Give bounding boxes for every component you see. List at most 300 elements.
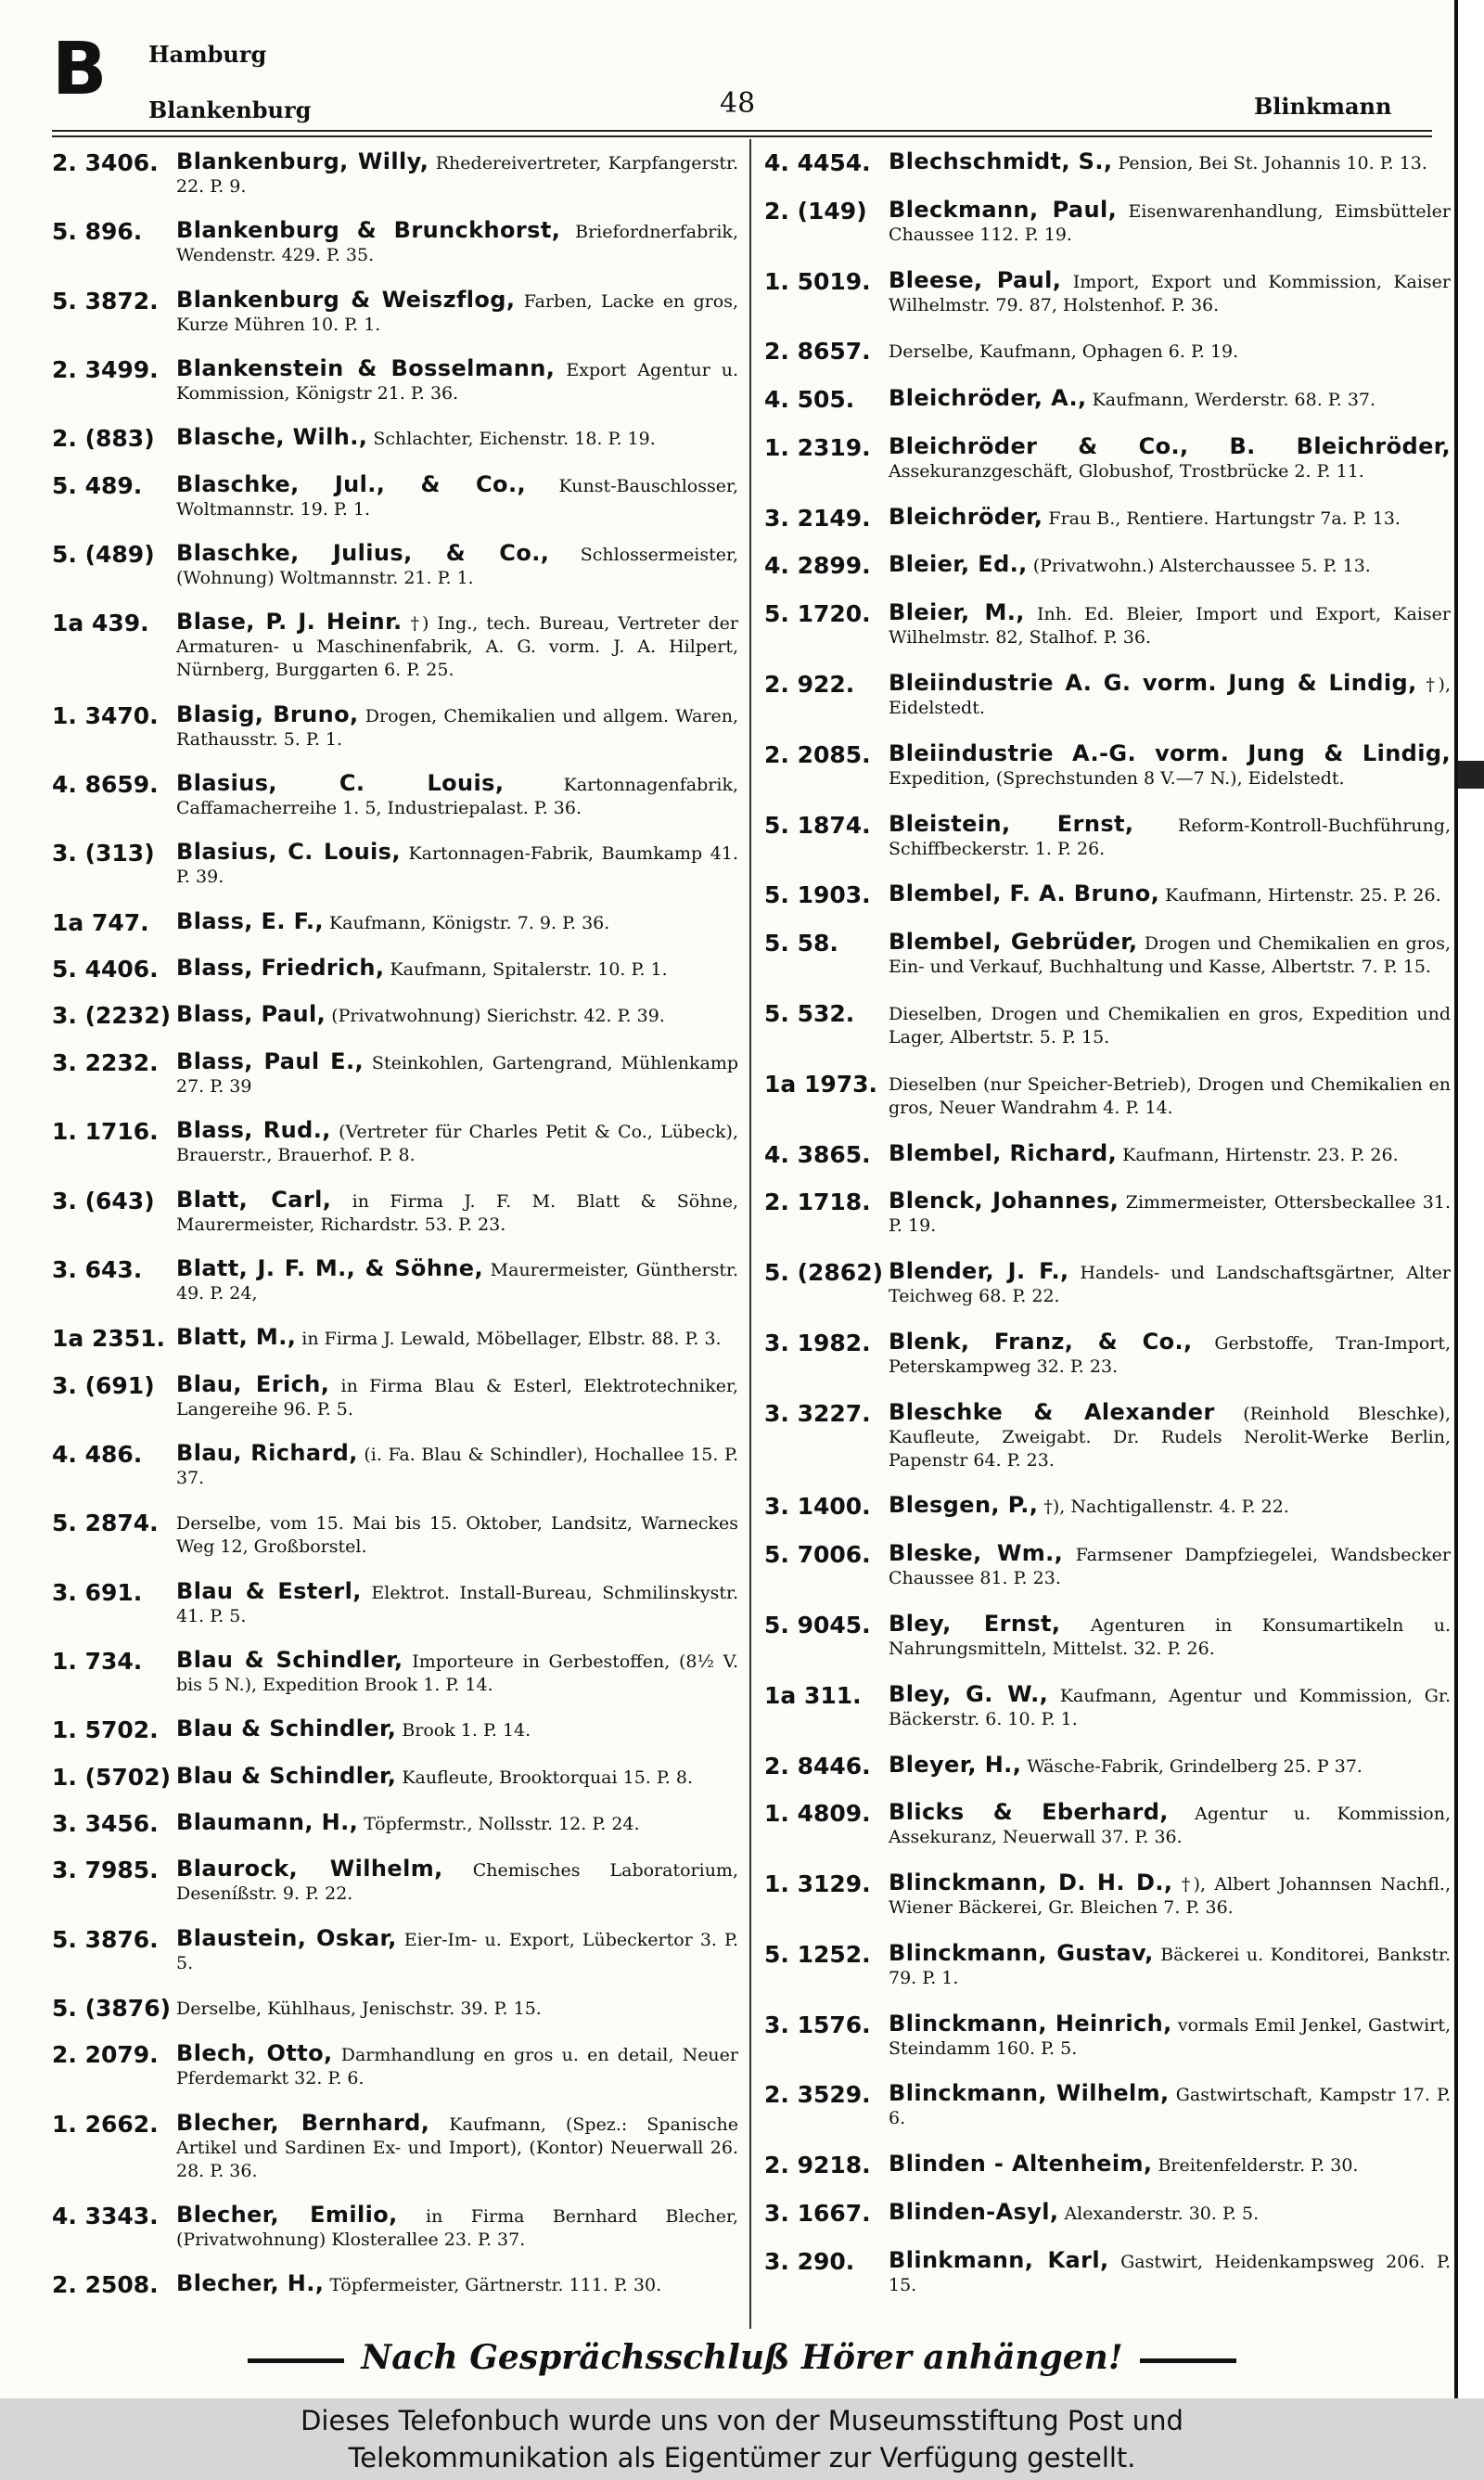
phone-number: 2. (883) — [52, 425, 155, 453]
entry-text — [176, 841, 738, 889]
phone-number: 2. 2508. — [52, 2271, 159, 2299]
entry-details: Kaufmann, Agentur und Kommission, Gr. Bäckerstr. 6. 10. P. 1. — [889, 1685, 1451, 1729]
phone-number: 3. (691) — [52, 1371, 155, 1399]
directory-entry — [764, 672, 1451, 720]
entry-name: Blatt, Carl, — [176, 1186, 332, 1213]
entry-text — [176, 286, 738, 337]
directory-entry — [52, 542, 738, 590]
phone-number: 3. 1576. — [764, 2011, 871, 2038]
entry-details: Frau B., Rentiere. Hartungstr 7a. P. 13. — [1048, 508, 1401, 529]
phone-number: 2. 2085. — [764, 740, 871, 768]
directory-entry — [52, 2272, 738, 2298]
entry-text — [889, 432, 1451, 483]
entry-text — [889, 2082, 1451, 2130]
phone-number: 4. 3865. — [764, 1140, 871, 1168]
entry-name: Blau, Erich, — [176, 1370, 330, 1397]
entry-details: †), Nachtigallenstr. 4. P. 22. — [1043, 1497, 1289, 1518]
entry-details: Inh. Ed. Bleier, Import und Export, Kaiser Wilhelmstr. 82, Stalhof. P. 36. — [889, 604, 1451, 649]
entry-text — [176, 700, 739, 752]
directory-entry — [764, 2082, 1451, 2130]
phone-number: 5. (489) — [52, 541, 155, 569]
entry-text — [176, 1717, 738, 1742]
entry-details: Kartonnagen-Fabrik, Baumkamp 41. P. 39. — [176, 843, 738, 888]
phone-number: 2. 3499. — [52, 356, 159, 384]
entry-details: Rhedereivertreter, Karpfangerstr. 22. P. 9. — [176, 153, 738, 197]
entry-text — [889, 1801, 1451, 1849]
directory-entry — [52, 1717, 738, 1743]
attribution-bar — [0, 2398, 1484, 2480]
directory-entry — [764, 1751, 1451, 1780]
phone-number: 3. 691. — [52, 1578, 143, 1606]
entry-name: Blinckmann, Gustav, — [889, 1939, 1154, 1966]
entry-details: vormals Emil Jenkel, Gastwirt, Steindamm 160. P. 5. — [889, 2014, 1452, 2059]
entry-text — [889, 810, 1451, 861]
phone-number: 5. (2862) — [764, 1259, 884, 1287]
entry-details: Eier-Im- u. Export, Lübeckertor 3. P. 5. — [176, 1929, 738, 1973]
entry-details: Derselbe, vom 15. Mai bis 15. Oktober, Landsitz, Warneckes Weg 12, Großborstel. — [176, 1513, 738, 1558]
entry-details: Kartonnagenfabrik, Caffamacherreihe 1. 5, Industriepalast. P. 36. — [176, 775, 738, 819]
entry-name: Blau & Schindler, — [176, 1646, 403, 1673]
entry-name: Bley, G. W., — [889, 1680, 1049, 1707]
phone-number: 2. 9218. — [764, 2152, 871, 2179]
entry-text — [889, 1871, 1451, 1920]
directory-entry — [52, 772, 738, 820]
phone-number: 2. 2079. — [52, 2041, 159, 2069]
entry-details: Pension, Bei St. Johannis 10. P. 13. — [1118, 153, 1427, 173]
directory-entry — [764, 1398, 1451, 1472]
phone-number: 2. 3529. — [764, 2081, 871, 2109]
entry-name: Blinckmann, D. H. D., — [889, 1870, 1173, 1896]
directory-entry — [764, 387, 1451, 413]
entry-name: Blecher, H., — [176, 2270, 325, 2297]
entry-text — [889, 1260, 1451, 1308]
entry-name: Blass, Friedrich, — [176, 955, 385, 982]
entry-text — [889, 553, 1451, 578]
footer-note-text: Nach Gesprächsschluß Hörer anhängen! — [361, 2338, 1123, 2377]
phone-number: 1a 1973. — [764, 1070, 878, 1098]
entry-details: Wäsche-Fabrik, Grindelberg 25. P 37. — [1027, 1755, 1362, 1777]
entry-name: Blankenburg, Willy, — [176, 148, 429, 174]
footer-note — [0, 2338, 1484, 2377]
phone-number: 4. 8659. — [52, 771, 159, 799]
entry-name: Blass, Rud., — [176, 1117, 331, 1144]
phone-number: 1. 2319. — [764, 433, 871, 461]
directory-entry — [52, 1924, 738, 1975]
entry-details: Briefordnerfabrik, Wendenstr. 429. P. 35. — [176, 222, 738, 266]
directory-entry — [52, 1254, 738, 1305]
directory-entry — [764, 1189, 1451, 1238]
entry-text — [889, 1610, 1451, 1661]
entry-name: Bleschke & Alexander — [889, 1398, 1215, 1425]
directory-entry — [52, 2204, 738, 2252]
entry-text — [889, 1139, 1451, 1167]
directory-entry — [764, 1001, 1451, 1049]
phone-number: 1. 4809. — [764, 1800, 871, 1828]
entry-name: Blecher, Emilio, — [176, 2202, 398, 2228]
entry-text — [176, 2272, 738, 2297]
directory-entry — [52, 1510, 738, 1559]
entry-text — [176, 1370, 738, 1421]
entry-name: Blass, Paul E., — [176, 1047, 364, 1074]
directory-entry — [52, 700, 739, 752]
phone-number: 3. 2232. — [52, 1048, 159, 1076]
entry-details: Import, Export und Kommission, Kaiser Wilhelmstr. 79. 87, Holstenhof. P. 36. — [889, 271, 1451, 315]
edge-mark — [1458, 761, 1484, 789]
phone-number: 3. 1400. — [764, 1493, 871, 1521]
directory-entry — [764, 1680, 1451, 1731]
footer-dash-right — [1140, 2358, 1236, 2363]
entry-details: Kaufleute, Brooktorquai 15. P. 8. — [402, 1767, 694, 1788]
phone-number: 3. (313) — [52, 840, 155, 867]
entry-name: Blau & Schindler, — [176, 1762, 397, 1789]
entry-details: Brook 1. P. 14. — [402, 1720, 531, 1741]
phone-number: 5. 532. — [764, 999, 855, 1027]
entry-details: †), Albert Johannsen Nachfl., Wiener Bäckerei, Gr. Bleichen 7. P. 36. — [889, 1874, 1451, 1919]
entry-name: Bleier, Ed., — [889, 551, 1028, 578]
entry-name: Blass, E. F., — [176, 907, 324, 934]
entry-name: Blasius, C. Louis, — [176, 839, 401, 866]
phone-number: 5. 3876. — [52, 1925, 159, 1953]
entry-name: Bleske, Wm., — [889, 1540, 1064, 1567]
directory-entry — [764, 810, 1451, 861]
entry-name: Bleyer, H., — [889, 1751, 1022, 1778]
entry-name: Blinkmann, Karl, — [889, 2246, 1109, 2273]
entry-details: Gastwirtschaft, Kampstr 17. P. 6. — [889, 2085, 1451, 2129]
phone-number: 2. 3406. — [52, 149, 159, 176]
phone-number: 2. 922. — [764, 671, 855, 699]
entry-name: Bleistein, Ernst, — [889, 810, 1134, 837]
entry-details: Kaufmann, Hirtenstr. 23. P. 26. — [1122, 1144, 1399, 1165]
entry-name: Blecher, Bernhard, — [176, 2109, 430, 2136]
entry-name: Blaumann, H., — [176, 1808, 359, 1835]
entry-name: Blinckmann, Wilhelm, — [889, 2080, 1170, 2107]
phone-number: 1. 5702. — [52, 1716, 159, 1744]
directory-entry — [52, 841, 738, 889]
column-divider — [749, 139, 751, 2329]
directory-entry — [764, 432, 1451, 483]
entry-text — [176, 2204, 738, 2252]
entry-text — [889, 882, 1451, 907]
entry-text — [889, 1939, 1451, 1990]
phone-number: 1a 439. — [52, 610, 149, 637]
directory-entry — [52, 286, 738, 337]
first-entry-name: Blankenburg — [148, 96, 312, 123]
entry-details: Drogen und Chemikalien en gros, Ein- und Verkauf, Buchhaltung und Kasse, Albertstr. 7. P. 15. — [889, 933, 1451, 978]
directory-entry — [52, 1439, 738, 1490]
phone-number: 3. 643. — [52, 1255, 143, 1283]
entry-details: Gerbstoffe, Tran-Import, Peterskampweg 32. P. 23. — [889, 1332, 1452, 1377]
entry-details: Kaufmann, (Spez.: Spanische Artikel und Sardinen Ex- und Import), (Kontor) Neuerwall 26. 28. P. 36. — [176, 2114, 738, 2181]
phone-number: 2. 8657. — [764, 338, 871, 366]
entry-text — [176, 357, 738, 405]
entry-text — [176, 470, 738, 521]
header-rule-top — [52, 130, 1432, 132]
entry-details: Darmhandlung en gros u. en detail, Neuer Pferdemarkt 32. P. 6. — [176, 2045, 738, 2089]
entry-details: Breitenfelderstr. P. 30. — [1158, 2155, 1359, 2177]
entry-details: Zimmermeister, Ottersbeckallee 31. P. 19. — [889, 1192, 1451, 1237]
directory-entry — [52, 219, 738, 267]
entry-details: Kaufmann, Spitalerstr. 10. P. 1. — [390, 959, 668, 981]
entry-details: (Privatwohn.) Alsterchaussee 5. P. 13. — [1032, 556, 1371, 577]
directory-entry — [764, 1260, 1451, 1308]
directory-entry — [52, 610, 738, 682]
entry-name: Blembel, Richard, — [889, 1139, 1118, 1166]
directory-entry — [764, 1139, 1451, 1168]
entry-name: Bleiindustrie A.-G. vorm. Jung & Lindig, — [889, 739, 1451, 766]
phone-number: 5. 1903. — [764, 881, 871, 909]
entry-text — [889, 1001, 1451, 1049]
entry-text — [176, 1119, 738, 1167]
directory-entry — [764, 2012, 1451, 2061]
directory-entry — [764, 882, 1451, 908]
entry-text — [176, 2042, 738, 2090]
directory-entry — [764, 196, 1452, 247]
left-column — [52, 150, 738, 2319]
phone-number: 1a 311. — [764, 1681, 862, 1709]
directory-entry — [52, 2042, 738, 2090]
entry-text — [176, 1924, 738, 1975]
directory-entry — [52, 1047, 738, 1099]
entry-text — [889, 2246, 1451, 2297]
entry-details: Farmsener Dampfziegelei, Wandsbecker Chaussee 81. P. 23. — [889, 1545, 1451, 1589]
entry-name: Blatt, J. F. M., & Söhne, — [176, 1254, 483, 1281]
right-column — [764, 150, 1451, 2319]
entry-text — [889, 2012, 1451, 2061]
entry-details: Schlossermeister, (Wohnung) Woltmannstr. 21. P. 1. — [176, 545, 738, 589]
phone-number: 2. 8446. — [764, 1752, 871, 1780]
directory-entry — [764, 931, 1451, 979]
entry-details: Kaufmann, Hirtenstr. 25. P. 26. — [1165, 885, 1441, 906]
directory-entry — [764, 1494, 1451, 1520]
entry-text — [889, 1542, 1451, 1590]
entry-name: Blasius, C. Louis, — [176, 770, 505, 797]
entry-details: Reform-Kontroll-Buchführung, Schiffbeckerstr. 1. P. 26. — [889, 815, 1451, 859]
entry-name: Blasig, Bruno, — [176, 700, 359, 727]
phone-number: 2. 1718. — [764, 1189, 871, 1216]
phone-number: 3. 3456. — [52, 1809, 159, 1837]
entry-details: Kunst-Bauschlosser, Woltmannstr. 19. P. 1. — [176, 475, 738, 520]
directory-entry — [52, 1003, 738, 1029]
entry-details: Kaufmann, Königstr. 7. 9. P. 36. — [328, 912, 610, 933]
phone-number: 5. 1720. — [764, 600, 871, 628]
entry-text — [176, 1577, 738, 1628]
entry-name: Blaurock, Wilhelm, — [176, 1856, 443, 1882]
phone-number: 3. (2232) — [52, 1002, 172, 1030]
entry-text — [889, 387, 1451, 412]
entry-text — [889, 1189, 1451, 1238]
phone-number: 3. 2149. — [764, 504, 871, 532]
entry-text — [889, 503, 1451, 531]
directory-entry — [52, 1762, 738, 1791]
entry-name: Blicks & Eberhard, — [889, 1799, 1169, 1826]
directory-entry — [764, 601, 1451, 649]
entry-details: Gastwirt, Heidenkampsweg 206. P. 15. — [889, 2251, 1451, 2295]
entry-text — [176, 150, 738, 199]
phone-number: 5. 4406. — [52, 956, 159, 983]
entry-text — [176, 219, 738, 267]
entry-details: in Firma Blau & Esterl, Elektrotechniker, Langereihe 96. P. 5. — [176, 1375, 738, 1420]
entry-text — [889, 196, 1452, 247]
entry-details: Eisenwarenhandlung, Eimsbütteler Chaussee 112. P. 19. — [889, 200, 1452, 245]
entry-text — [889, 1751, 1451, 1779]
entry-name: Bley, Ernst, — [889, 1610, 1061, 1637]
phone-number: 3. 1982. — [764, 1329, 871, 1356]
directory-entry — [52, 1646, 739, 1697]
entry-text — [176, 907, 738, 935]
directory-entry — [764, 1542, 1451, 1590]
directory-entry — [764, 1801, 1451, 1849]
last-entry-name: Blinkmann — [1254, 93, 1392, 120]
entry-text — [176, 1857, 738, 1906]
directory-entry — [764, 1939, 1451, 1990]
phone-number: 3. 3227. — [764, 1399, 871, 1427]
directory-entry — [52, 2109, 738, 2183]
entry-details: (i. Fa. Blau & Schindler), Hochallee 15. P. 37. — [176, 1444, 738, 1488]
entry-text — [889, 2152, 1451, 2178]
entry-name: Blenk, Franz, & Co., — [889, 1328, 1193, 1355]
directory-entry — [764, 2201, 1451, 2227]
phone-number: 5. 7006. — [764, 1541, 871, 1569]
entry-name: Blankenstein & Bosselmann, — [176, 355, 556, 382]
entry-details: Elektrot. Install-Bureau, Schmilinskystr. 41. P. 5. — [176, 1582, 738, 1626]
entry-text — [889, 266, 1451, 317]
entry-name: Blaschke, Jul., & Co., — [176, 470, 526, 497]
entry-name: Blender, J. F., — [889, 1258, 1069, 1285]
entry-name: Blenck, Johannes, — [889, 1188, 1119, 1214]
phone-number: 4. 3343. — [52, 2203, 159, 2229]
entry-text — [176, 1808, 738, 1836]
entry-text — [889, 601, 1451, 649]
entry-details: Handels- und Landschaftsgärtner, Alter Teichweg 68. P. 22. — [889, 1263, 1452, 1307]
directory-entry — [52, 357, 738, 405]
directory-entry — [764, 2152, 1451, 2178]
city-name: Hamburg — [148, 41, 267, 68]
entry-details: (Privatwohnung) Sierichstr. 42. P. 39. — [331, 1006, 665, 1027]
entry-name: Blaustein, Oskar, — [176, 1924, 397, 1951]
directory-entry — [764, 1072, 1451, 1120]
entry-text — [889, 1398, 1451, 1472]
entry-text — [176, 1996, 738, 2021]
entry-name: Blankenburg & Brunckhorst, — [176, 217, 561, 244]
phone-number: 5. 1874. — [764, 811, 871, 839]
entry-details: Assekuranzgeschäft, Globushof, Trostbrücke 2. P. 11. — [889, 460, 1364, 482]
entry-text — [176, 957, 738, 982]
entry-name: Blatt, M., — [176, 1324, 297, 1351]
directory-entry — [764, 150, 1451, 176]
directory-entry — [52, 470, 738, 521]
phone-number: 3. 7985. — [52, 1857, 159, 1884]
entry-name: Blinckmann, Heinrich, — [889, 2010, 1172, 2037]
entry-details: in Firma Bernhard Blecher, (Privatwohnung) Klosterallee 23. P. 37. — [176, 2206, 738, 2250]
entry-name: Blembel, F. A. Bruno, — [889, 880, 1160, 907]
entry-name: Bleichröder & Co., B. Bleichröder, — [889, 432, 1451, 459]
entry-name: Blech, Otto, — [176, 2040, 333, 2067]
entry-details: Töpfermstr., Nollsstr. 12. P. 24. — [364, 1813, 640, 1834]
entry-text — [889, 1494, 1451, 1519]
directory-entry — [52, 1996, 738, 2022]
entry-name: Blankenburg & Weiszflog, — [176, 286, 516, 313]
phone-number: 1. 2662. — [52, 2110, 159, 2138]
entry-details: Kaufmann, Werderstr. 68. P. 37. — [1092, 390, 1376, 411]
directory-entry — [764, 339, 1451, 365]
directory-entry — [764, 739, 1451, 790]
entry-text — [889, 931, 1451, 979]
directory-entry — [52, 907, 738, 936]
entry-name: Blau & Schindler, — [176, 1715, 397, 1742]
directory-entry — [52, 957, 738, 983]
page-number: 48 — [720, 87, 756, 120]
entry-name: Bleiindustrie A. G. vorm. Jung & Lindig, — [889, 670, 1417, 697]
attribution-line-2: Telekommunikation als Eigentümer zur Verfügung gestellt. — [348, 2442, 1136, 2474]
phone-number: 1a 2351. — [52, 1325, 166, 1353]
phone-number: 1. (5702) — [52, 1763, 172, 1791]
entry-text — [889, 672, 1451, 720]
entry-name: Bleese, Paul, — [889, 266, 1062, 293]
entry-name: Blau, Richard, — [176, 1439, 358, 1466]
phone-number: 5. (3876) — [52, 1994, 172, 2022]
entry-text — [889, 2201, 1451, 2226]
entry-name: Bleier, M., — [889, 599, 1025, 626]
directory-entry — [764, 503, 1451, 532]
entry-name: Bleckmann, Paul, — [889, 196, 1118, 223]
entry-details: Derselbe, Kaufmann, Ophagen 6. P. 19. — [889, 341, 1239, 363]
phone-number: 5. 3872. — [52, 287, 159, 315]
entry-details: in Firma J. Lewald, Möbellager, Elbstr. 88. P. 3. — [301, 1329, 722, 1350]
entry-details: Agenturen in Konsumartikeln u. Nahrungsmitteln, Mittelst. 32. P. 26. — [889, 1614, 1451, 1659]
phone-number: 1. 3470. — [52, 701, 159, 729]
neighbor-page-edge — [1454, 0, 1484, 2398]
entry-name: Blechschmidt, S., — [889, 148, 1113, 174]
entry-details: Alexanderstr. 30. P. 5. — [1064, 2204, 1260, 2224]
directory-entry — [764, 1871, 1451, 1920]
directory-entry — [52, 1119, 738, 1167]
phone-number: 5. 896. — [52, 218, 143, 246]
entry-text — [176, 1003, 738, 1028]
directory-entry — [52, 1857, 738, 1906]
entry-details: (Vertreter für Charles Petit & Co., Lübeck), Brauerstr., Brauerhof. P. 8. — [176, 1122, 738, 1166]
entry-details: Agentur u. Kommission, Assekuranz, Neuerwall 37. P. 36. — [889, 1804, 1451, 1848]
phone-number: 1. 734. — [52, 1647, 143, 1675]
entry-details: Dieselben, Drogen und Chemikalien en gros, Expedition und Lager, Albertstr. 5. P. 15. — [889, 1003, 1451, 1047]
phone-number: 3. (643) — [52, 1187, 155, 1214]
entry-details: Derselbe, Kühlhaus, Jenischstr. 39. P. 15. — [176, 1998, 542, 2019]
entry-details: Dieselben (nur Speicher-Betrieb), Drogen und Chemikalien en gros, Neuer Wandrahm 4. P. 14. — [889, 1073, 1451, 1118]
entry-text — [176, 1254, 738, 1305]
entry-text — [176, 542, 738, 590]
phone-number: 5. 58. — [764, 930, 838, 957]
phone-number: 3. 1667. — [764, 2200, 871, 2227]
entry-name: Blasche, Wilh., — [176, 424, 368, 451]
footer-dash-left — [248, 2358, 344, 2363]
directory-entry — [764, 1610, 1451, 1661]
entry-text — [889, 1330, 1451, 1379]
entry-details: Maurermeister, Güntherstr. 49. P. 24, — [176, 1259, 738, 1304]
entry-details: Töpfermeister, Gärtnerstr. 111. P. 30. — [329, 2275, 662, 2296]
header-rule-bottom — [52, 135, 1432, 137]
phone-number: 1. 3129. — [764, 1870, 871, 1898]
directory-entry — [52, 150, 738, 199]
entry-details: in Firma J. F. M. Blatt & Söhne, Maurermeister, Richardstr. 53. P. 23. — [176, 1190, 739, 1235]
phone-number: 4. 4454. — [764, 149, 871, 176]
directory-entry — [52, 1370, 738, 1421]
entry-text — [176, 1762, 738, 1790]
entry-details: †) Ing., tech. Bureau, Vertreter der Armaturen- u Maschinenfabrik, A. G. vorm. J. A. Hilpert, Nürnberg, Burggarten 6. P. 25. — [176, 613, 738, 681]
entry-text — [176, 1047, 738, 1099]
entry-name: Blinden - Altenheim, — [889, 2151, 1153, 2178]
directory-entry — [52, 1326, 738, 1352]
entry-name: Bleichröder, A., — [889, 385, 1087, 412]
entry-details: Schlachter, Eichenstr. 18. P. 19. — [373, 429, 656, 450]
